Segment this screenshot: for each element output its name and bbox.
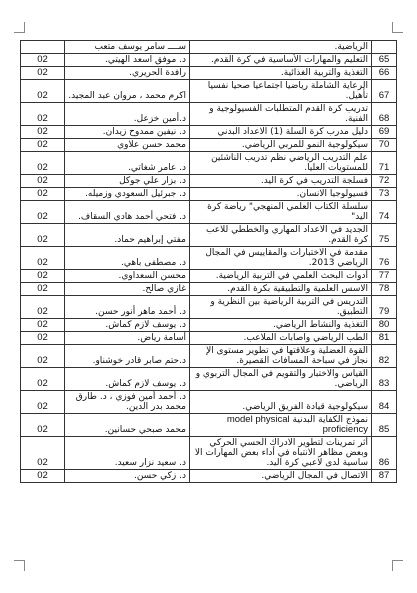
row-number: 78: [372, 283, 397, 296]
table-row: [21, 175, 397, 188]
table-row: [21, 470, 397, 483]
row-number: 84: [372, 391, 397, 414]
row-code: 02: [21, 319, 65, 332]
table-row: [21, 80, 397, 103]
table-row: [21, 296, 397, 319]
row-title: القياس والاختبار والتقويم في المجال التربوي و الرياضي.: [190, 368, 372, 391]
row-title: فسلجة التدريب في كرة اليد.: [190, 175, 372, 188]
table-row: [21, 67, 397, 80]
row-code: 02: [21, 126, 65, 139]
row-author: د. بزار علي جوكل: [65, 175, 190, 188]
row-author: د. فتحي أحمد هادي السقاف.: [65, 201, 190, 224]
row-author: ســــ سامر يوسف متعب: [65, 41, 190, 54]
row-title: سيكولوجية قيادة الفريق الرياضي.: [190, 391, 372, 414]
row-title-english: model physical proficiency: [226, 414, 368, 435]
row-author: د. يوسف لازم كماش.: [65, 319, 190, 332]
row-author: محسن السعداوي.: [65, 270, 190, 283]
table-row: [21, 188, 397, 201]
row-number: 87: [372, 470, 397, 483]
table-row: [21, 201, 397, 224]
row-code: 02: [21, 414, 65, 437]
row-number: 71: [372, 152, 397, 175]
table-row: [21, 224, 397, 247]
row-number: 82: [372, 345, 397, 368]
table-row: [21, 345, 397, 368]
row-code: 02: [21, 296, 65, 319]
row-code: 02: [21, 152, 65, 175]
row-title: الرعاية الشاملة رياضيا اجتماعيا صحيا نفسيا تأهيل.: [190, 80, 372, 103]
table-row: [21, 414, 397, 437]
row-code: 02: [21, 67, 65, 80]
row-code: 02: [21, 247, 65, 270]
row-author: د. نيفين ممدوح زيدان.: [65, 126, 190, 139]
row-author: د. أحمد ماهر أنور حسن.: [65, 296, 190, 319]
row-title: الطب الرياضي واصابات الملاعب.: [190, 332, 372, 345]
row-title: فسيولوجيا الانسان.: [190, 188, 372, 201]
row-author: أسامة رياض.: [65, 332, 190, 345]
table-row: [21, 54, 397, 67]
row-author: د. عامر شغاتي.: [65, 152, 190, 175]
row-author: د.أمين خزعل.: [65, 103, 190, 126]
row-number: 81: [372, 332, 397, 345]
row-code: 02: [21, 175, 65, 188]
row-author: رافدة الحريري.: [65, 67, 190, 80]
row-title: القوة العضلية وعلاقتها في تطوير مستوى الإ نجاز في سباحة المسافات القصيرة.: [190, 345, 372, 368]
row-code: 02: [21, 80, 65, 103]
row-number: 69: [372, 126, 397, 139]
row-author: د. زكي حسن.: [65, 470, 190, 483]
row-code: 02: [21, 345, 65, 368]
row-code: 02: [21, 391, 65, 414]
row-number: 70: [372, 139, 397, 152]
row-title: الاسس العلمية والتطبيقية بكرة القدم.: [190, 283, 372, 296]
row-code: 02: [21, 437, 65, 470]
row-code: 02: [21, 332, 65, 345]
row-title: سلسلة الكتاب العلمي المنهجي" رياضة كرة اليد": [190, 201, 372, 224]
row-title: التغذية والتربية الغذائية.: [190, 67, 372, 80]
table-row: [21, 437, 397, 470]
row-title: أدوات البحث العلمي في التربية الرياضية.: [190, 270, 372, 283]
row-title: التعليم والمهارات الأساسية في كرة القدم.: [190, 54, 372, 67]
crop-mark: [14, 22, 25, 33]
row-title: [190, 414, 372, 437]
row-number: [372, 41, 397, 54]
table-row: [21, 152, 397, 175]
row-author: د. سعيد نزار سعيد.: [65, 437, 190, 470]
row-number: 72: [372, 175, 397, 188]
crop-mark: [14, 560, 25, 571]
row-author: محمد صبحي حسانين.: [65, 414, 190, 437]
row-code: 02: [21, 54, 65, 67]
row-title: سيكولوجية النمو للمربي الرياضي.: [190, 139, 372, 152]
table-row: [21, 247, 397, 270]
row-author: د. أحمد أمين فوزي ، د. طارق محمد بدر الدين.: [65, 391, 190, 414]
row-number: 66: [372, 67, 397, 80]
table-row: [21, 270, 397, 283]
row-title-arabic: نموذج الكفاية البدنية: [292, 415, 368, 425]
row-number: 77: [372, 270, 397, 283]
row-code: 02: [21, 201, 65, 224]
row-number: 86: [372, 437, 397, 470]
row-number: 74: [372, 201, 397, 224]
row-number: 83: [372, 368, 397, 391]
row-code: 02: [21, 368, 65, 391]
row-title: التغذية والنشاط الرياضي.: [190, 319, 372, 332]
table-row-continuation: [21, 41, 397, 54]
row-author: د.حتم صابر قادر خوشناو.: [65, 345, 190, 368]
row-code: 02: [21, 188, 65, 201]
crop-mark: [392, 560, 403, 571]
table-row: [21, 126, 397, 139]
row-number: 75: [372, 224, 397, 247]
row-author: د. جبرئيل السعودي وزميله.: [65, 188, 190, 201]
table-row: [21, 283, 397, 296]
row-number: 68: [372, 103, 397, 126]
row-author: غازي صالح.: [65, 283, 190, 296]
row-number: 73: [372, 188, 397, 201]
row-number: 79: [372, 296, 397, 319]
row-title: مقدمة في الاختبارات والمقاييس في المجال الرياضي 2013.: [190, 247, 372, 270]
row-number: 76: [372, 247, 397, 270]
row-code: 02: [21, 139, 65, 152]
row-title: أثر تمرينات لتطوير الادراك الحسي الحركي وبعض مظاهر الانتباه في أداء بعض المهارات الا ساسية لدى لاعبي كرة اليد.: [190, 437, 372, 470]
row-code: 02: [21, 470, 65, 483]
row-code: 02: [21, 283, 65, 296]
row-title: الاتصال في المجال الرياضي.: [190, 470, 372, 483]
table-row: [21, 368, 397, 391]
row-code: [21, 41, 65, 54]
row-title: دليل مدرب كرة السلة (1) الاعداد البدني: [190, 126, 372, 139]
row-code: 02: [21, 224, 65, 247]
table-row: [21, 332, 397, 345]
table-row: [21, 139, 397, 152]
row-title: الرياضية.: [190, 41, 372, 54]
table-row: [21, 391, 397, 414]
row-code: 02: [21, 103, 65, 126]
row-author: مفتي إبراهيم حماد.: [65, 224, 190, 247]
row-author: د. موفق اسعد الهيتي.: [65, 54, 190, 67]
table-row: [21, 103, 397, 126]
table-row: [21, 319, 397, 332]
row-author: د. يوسف لازم كماش.: [65, 368, 190, 391]
row-title: علم التدريب الرياضي نظم تدريب الناشئين للمستويات العليا.: [190, 152, 372, 175]
row-number: 80: [372, 319, 397, 332]
row-title: الجديد في الاعداد المهاري والخططي للاعب كرة القدم.: [190, 224, 372, 247]
row-number: 67: [372, 80, 397, 103]
row-title: التدريس في التربية الرياضية بين النظرية و التطبيق.: [190, 296, 372, 319]
row-author: د. مصطفى باهي.: [65, 247, 190, 270]
row-author: محمد حسن علاوي: [65, 139, 190, 152]
row-title: تدريب كرة القدم المتطلبات الفسيولوجية و الفنية.: [190, 103, 372, 126]
row-number: 85: [372, 414, 397, 437]
crop-mark: [392, 22, 403, 33]
references-table: [20, 40, 397, 483]
row-code: 02: [21, 270, 65, 283]
row-number: 65: [372, 54, 397, 67]
row-author: اكرم محمد ، مروان عبد المجيد.: [65, 80, 190, 103]
